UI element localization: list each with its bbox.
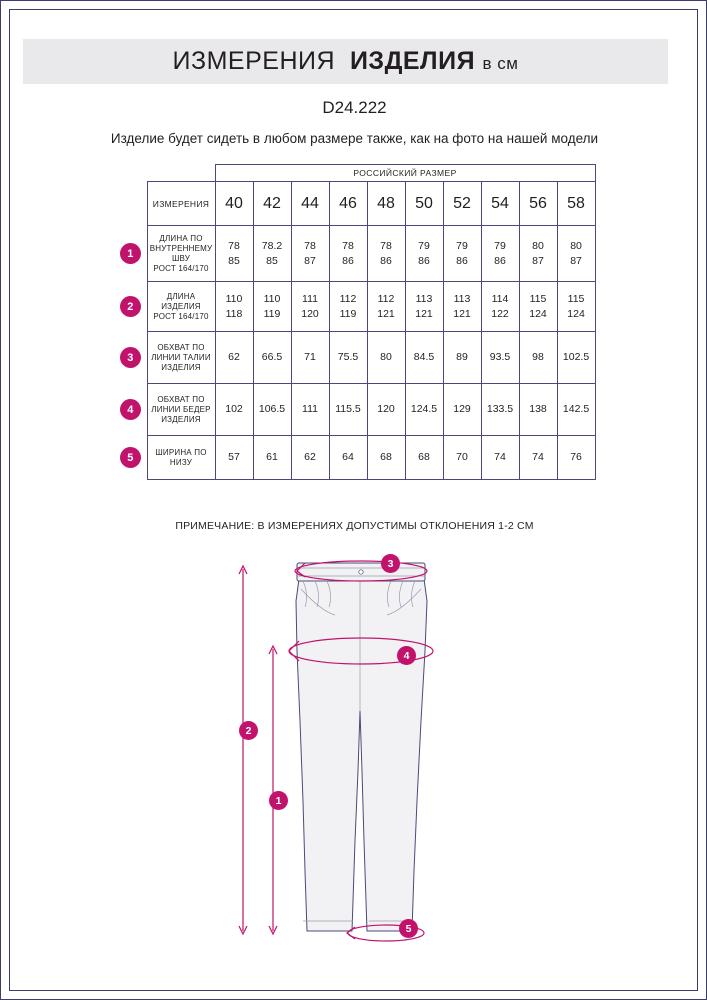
measurement-value-cell: 110 118 (215, 282, 253, 332)
header-banner (23, 39, 668, 84)
measurement-value-cell: 114 122 (481, 282, 519, 332)
measurement-value-cell: 93.5 (481, 332, 519, 384)
size-column-header: 58 (557, 182, 595, 226)
measurement-value-cell: 129 (443, 384, 481, 436)
measurement-value-cell: 115.5 (329, 384, 367, 436)
measurement-value-cell: 112 119 (329, 282, 367, 332)
measurement-value-cell: 79 86 (405, 226, 443, 282)
trousers-diagram (181, 541, 541, 961)
size-column-header: 54 (481, 182, 519, 226)
measurement-value-cell: 80 87 (519, 226, 557, 282)
measurement-value-cell: 62 (215, 332, 253, 384)
size-column-header: 44 (291, 182, 329, 226)
measurement-value-cell: 80 (367, 332, 405, 384)
measurement-value-cell: 124.5 (405, 384, 443, 436)
spacer-cell (114, 165, 147, 182)
row-badge: 2 (120, 296, 141, 317)
row-badge: 1 (120, 243, 141, 264)
measurement-value-cell: 71 (291, 332, 329, 384)
diagram-marker: 2 (239, 721, 258, 740)
measurement-value-cell: 84.5 (405, 332, 443, 384)
size-column-header: 52 (443, 182, 481, 226)
row-number-cell (114, 332, 147, 384)
row-measurement-label: ОБХВАТ ПО ЛИНИИ БЕДЕР ИЗДЕЛИЯ (147, 384, 215, 436)
measurement-value-cell: 89 (443, 332, 481, 384)
measurement-value-cell: 78 86 (329, 226, 367, 282)
row-measurement-label: ШИРИНА ПО НИЗУ (147, 436, 215, 480)
measurement-value-cell: 102 (215, 384, 253, 436)
measurement-value-cell: 78.2 85 (253, 226, 291, 282)
size-column-header: 56 (519, 182, 557, 226)
measurement-value-cell: 74 (481, 436, 519, 480)
table-header-group-row (114, 165, 595, 182)
group-header-russian-size: РОССИЙСКИЙ РАЗМЕР (215, 165, 595, 182)
measurement-value-cell: 76 (557, 436, 595, 480)
article-code: D24.222 (322, 98, 387, 117)
measurement-value-cell: 79 86 (443, 226, 481, 282)
row-badge: 4 (120, 399, 141, 420)
size-column-header: 40 (215, 182, 253, 226)
row-badge: 3 (120, 347, 141, 368)
title-word-product: ИЗДЕЛИЯ (349, 47, 476, 75)
measurement-value-cell: 57 (215, 436, 253, 480)
measurement-value-cell: 142.5 (557, 384, 595, 436)
row-measurement-label: ДЛИНА ПО ВНУТРЕННЕМУ ШВУ РОСТ 164/170 (147, 226, 215, 282)
table-header-sizes-row (114, 182, 595, 226)
row-number-cell (114, 226, 147, 282)
measurement-value-cell: 78 85 (215, 226, 253, 282)
table-row (114, 332, 595, 384)
diagram-marker: 5 (399, 919, 418, 938)
table-row (114, 282, 595, 332)
table-row (114, 384, 595, 436)
measurement-value-cell: 120 (367, 384, 405, 436)
measurement-value-cell: 64 (329, 436, 367, 480)
row-measurement-label: ДЛИНА ИЗДЕЛИЯ РОСТ 164/170 (147, 282, 215, 332)
measurement-value-cell: 110 119 (253, 282, 291, 332)
size-column-header: 48 (367, 182, 405, 226)
trousers-illustration (181, 541, 541, 961)
row-number-cell (114, 384, 147, 436)
diagram-marker: 4 (397, 646, 416, 665)
header-measurements-label: ИЗМЕРЕНИЯ (147, 182, 215, 226)
size-column-header: 50 (405, 182, 443, 226)
row-number-cell (114, 436, 147, 480)
measurement-value-cell: 115 124 (557, 282, 595, 332)
measurement-value-cell: 75.5 (329, 332, 367, 384)
size-column-header: 42 (253, 182, 291, 226)
measurement-value-cell: 111 120 (291, 282, 329, 332)
table-row (114, 226, 595, 282)
measurement-value-cell: 78 87 (291, 226, 329, 282)
row-number-cell (114, 282, 147, 332)
measurements-table (114, 164, 595, 480)
measurement-value-cell: 102.5 (557, 332, 595, 384)
diagram-marker: 1 (269, 791, 288, 810)
measurement-value-cell: 111 (291, 384, 329, 436)
row-measurement-label: ОБХВАТ ПО ЛИНИИ ТАЛИИ ИЗДЕЛИЯ (147, 332, 215, 384)
measurement-value-cell: 80 87 (557, 226, 595, 282)
measurement-value-cell: 113 121 (443, 282, 481, 332)
spacer-cell (114, 182, 147, 226)
measurement-value-cell: 68 (367, 436, 405, 480)
page-title (173, 47, 519, 76)
measurement-value-cell: 70 (443, 436, 481, 480)
measurement-value-cell: 61 (253, 436, 291, 480)
measurement-value-cell: 98 (519, 332, 557, 384)
row-badge: 5 (120, 447, 141, 468)
measurement-value-cell: 133.5 (481, 384, 519, 436)
measurement-value-cell: 78 86 (367, 226, 405, 282)
measurement-value-cell: 66.5 (253, 332, 291, 384)
measurement-value-cell: 62 (291, 436, 329, 480)
table-row (114, 436, 595, 480)
title-word-measurements: ИЗМЕРЕНИЯ (172, 47, 336, 75)
measurement-value-cell: 115 124 (519, 282, 557, 332)
measurement-value-cell: 74 (519, 436, 557, 480)
measurement-value-cell: 68 (405, 436, 443, 480)
measurement-value-cell: 79 86 (481, 226, 519, 282)
title-unit: в см (482, 54, 519, 73)
measurement-value-cell: 106.5 (253, 384, 291, 436)
measurement-value-cell: 113 121 (405, 282, 443, 332)
note-text: ПРИМЕЧАНИЕ: В ИЗМЕРЕНИЯХ ДОПУСТИМЫ ОТКЛОНЕНИЯ 1-2 СМ (175, 520, 534, 532)
size-column-header: 46 (329, 182, 367, 226)
measurement-value-cell: 112 121 (367, 282, 405, 332)
measurement-value-cell: 138 (519, 384, 557, 436)
subtitle-text: Изделие будет сидеть в любом размере также, как на фото на нашей модели (110, 131, 599, 146)
spacer-cell (147, 165, 215, 182)
diagram-marker: 3 (381, 554, 400, 573)
